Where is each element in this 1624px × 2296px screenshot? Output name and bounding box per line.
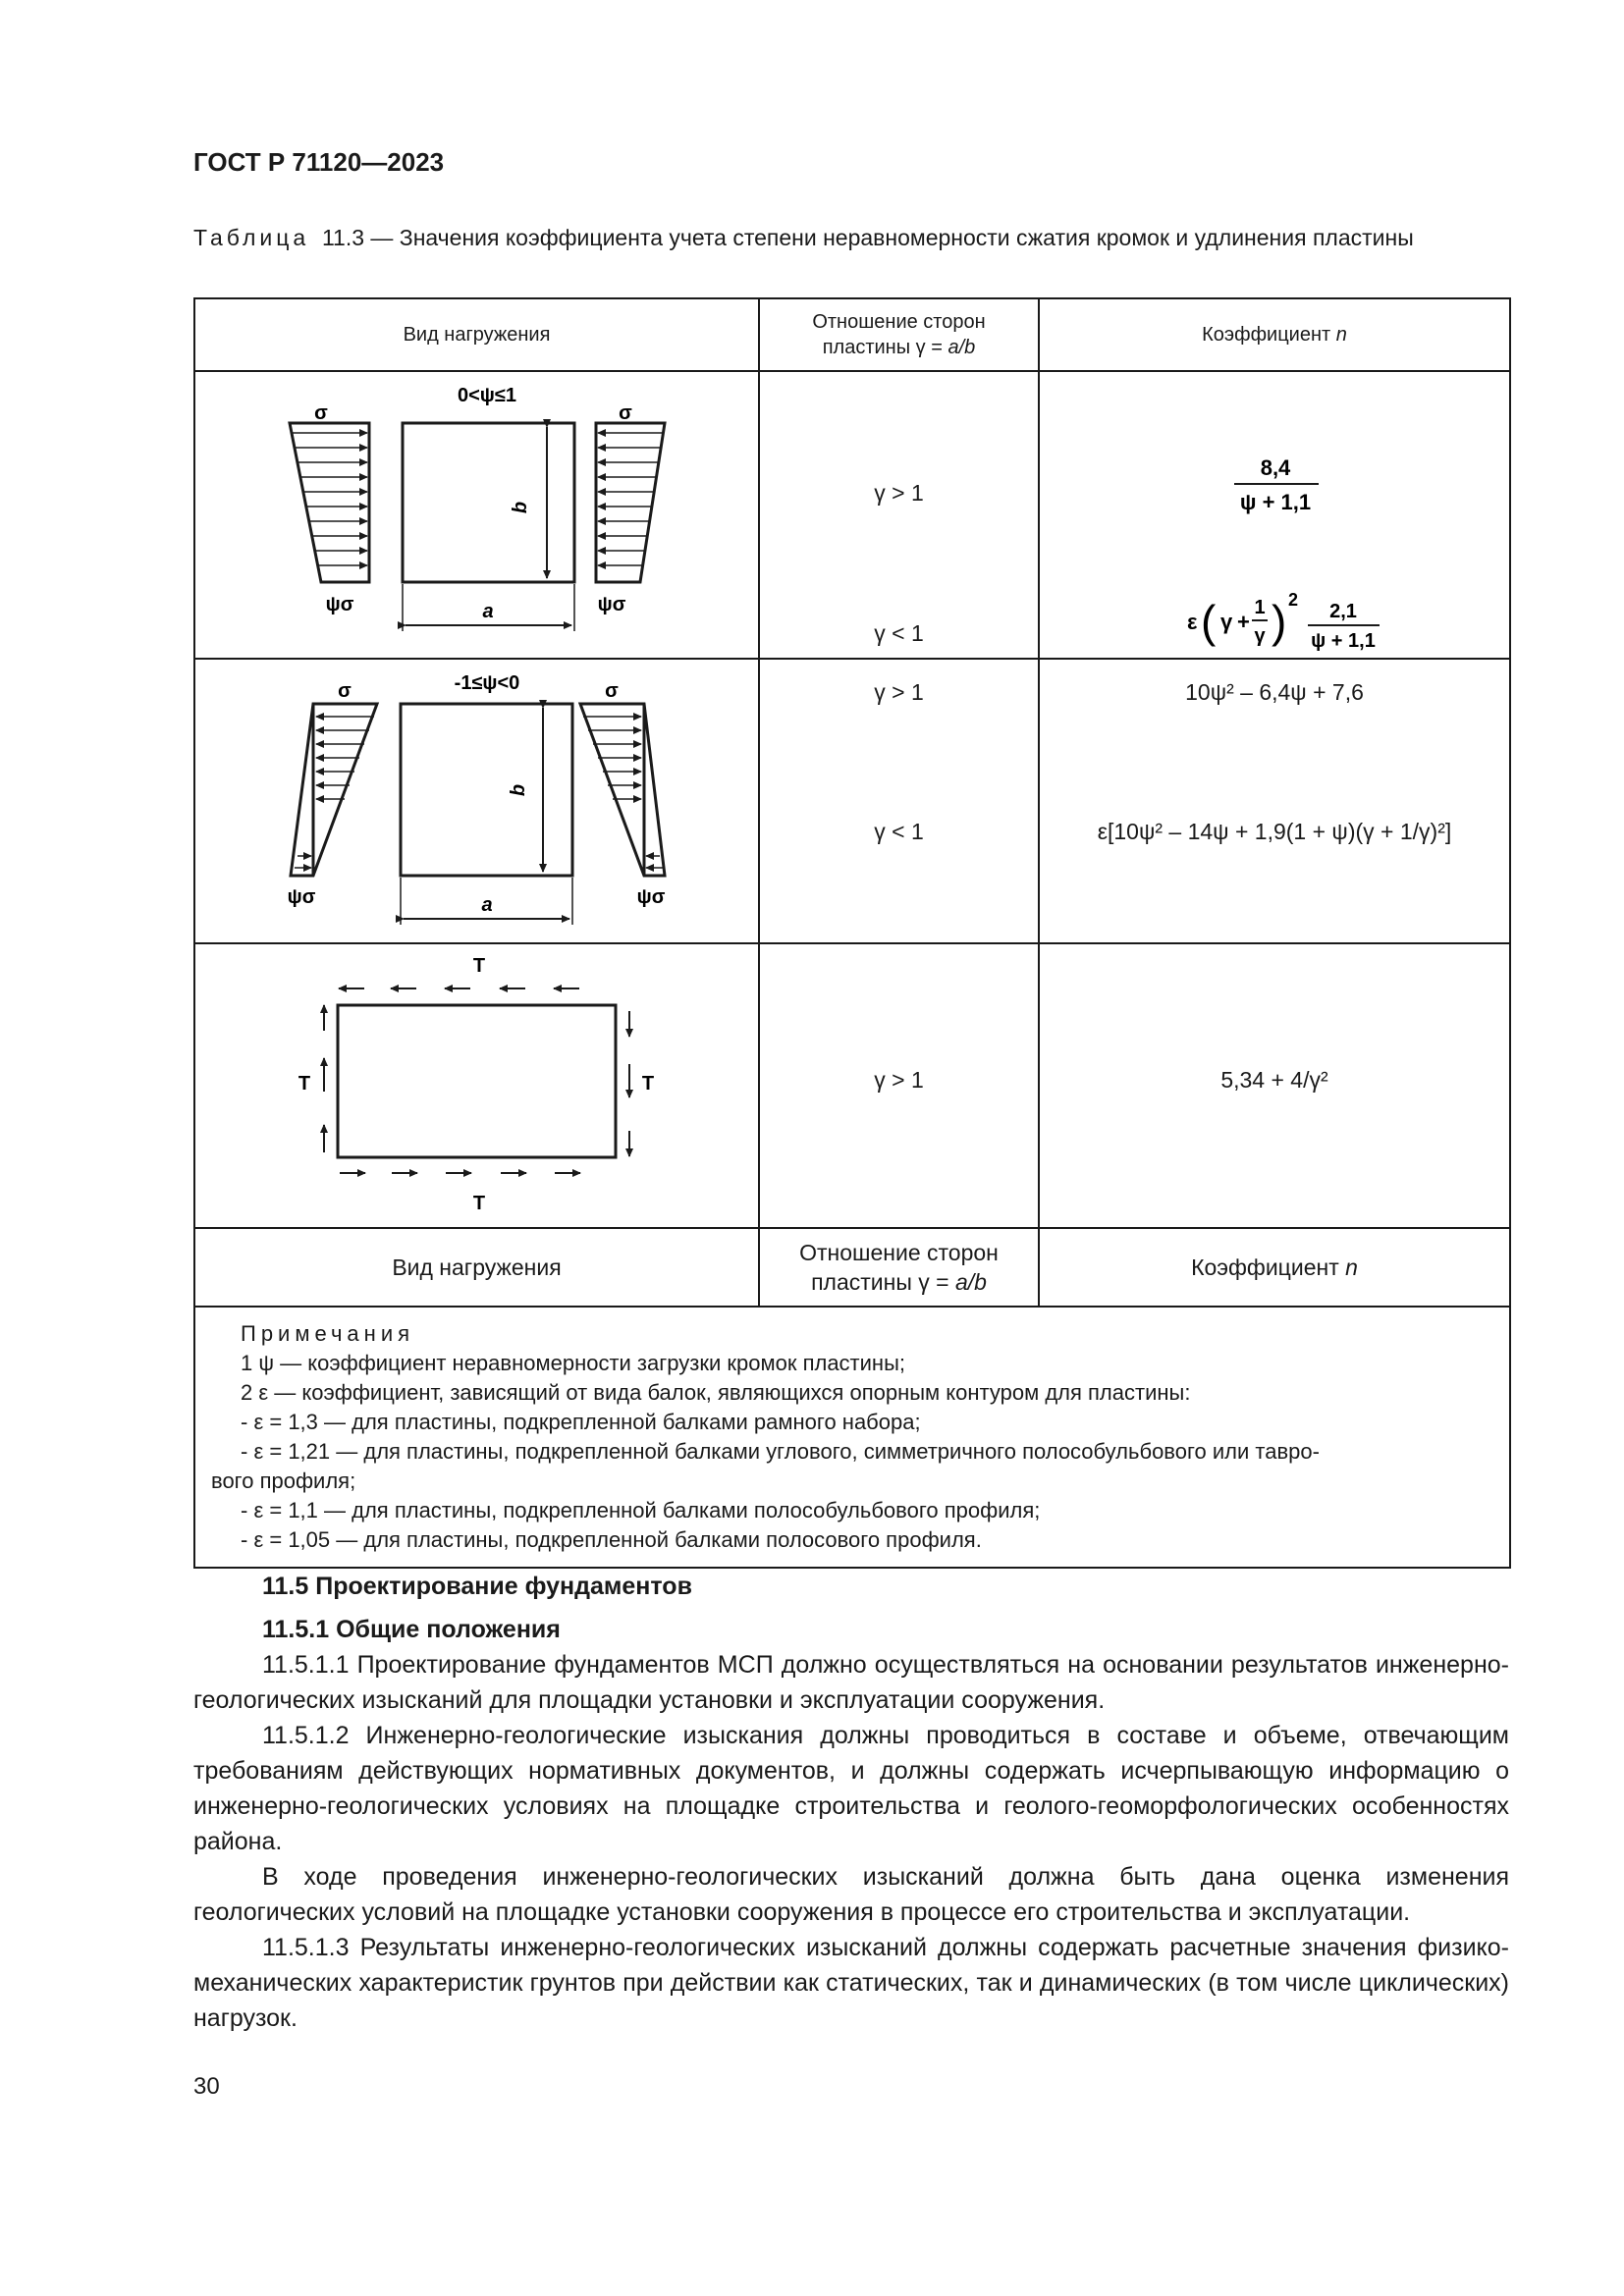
table-notes — [194, 1307, 1510, 1568]
ratio-value: γ > 1 — [874, 1067, 924, 1093]
load-diagram-cell — [194, 371, 759, 659]
note-item: 1 ψ — коэффициент неравномерности загрузки кромок пластины; — [241, 1351, 905, 1375]
ratio-value: γ < 1 — [874, 620, 924, 646]
stress-arrows-right — [583, 717, 663, 868]
sigma-label-left: σ — [314, 402, 328, 424]
shear-label-right: T — [641, 1073, 655, 1095]
paragraph: 11.5.1.3 Результаты инженерно-геологических изысканий должны содержать расчетные значения физико-механических характеристик грунтов при действии как статических, так и динамических (в том числе циклических) нагрузок. — [193, 1934, 1509, 2032]
paragraph: 11.5.1.1 Проектирование фундаментов МСП должно осуществляться на основании результатов инженерно-геологических изысканий для площадки установки и эксплуатации сооружения. — [193, 1651, 1509, 1714]
note-bullet-cont: вого профиля; — [211, 1468, 356, 1493]
shear-diagram — [195, 944, 760, 1222]
table-notes-row — [194, 1307, 1510, 1568]
header-load-type: Вид нагружения — [194, 298, 759, 371]
subsection-heading: 11.5.1 Общие положения — [262, 1616, 561, 1643]
ratio-value: γ > 1 — [874, 480, 924, 506]
formula-gamma: γ — [1220, 610, 1233, 634]
section-heading: 11.5 Проектирование фундаментов — [262, 1573, 692, 1600]
plate-rect — [403, 423, 574, 582]
table-row — [194, 943, 1510, 1228]
formula-value: 5,34 + 4/γ² — [1220, 1067, 1328, 1093]
header-coefficient — [1039, 298, 1510, 371]
section-body — [193, 1569, 1509, 2036]
document-header: ГОСТ Р 71120—2023 — [193, 147, 445, 177]
table-caption — [193, 224, 1509, 252]
page-number: 30 — [193, 2073, 220, 2100]
table-footer-header-row — [194, 1228, 1510, 1307]
paren-open: ( — [1201, 596, 1217, 647]
header-coef-label: Коэффициент — [1191, 1255, 1339, 1280]
formula-value: 10ψ² – 6,4ψ + 7,6 — [1185, 679, 1364, 705]
dim-a-label: a — [481, 894, 493, 916]
sigma-label-right: σ — [605, 680, 619, 702]
header-coef-n: n — [1335, 324, 1347, 346]
formula-plus: + — [1237, 610, 1250, 634]
formula-numerator-2: 2,1 — [1329, 601, 1357, 622]
header-ratio — [759, 298, 1039, 371]
formula-denominator-2: ψ + 1,1 — [1311, 630, 1376, 652]
note-bullet: - ε = 1,05 — для пластины, подкрепленной балками полосового профиля. — [241, 1527, 982, 1552]
stress-arrows-left — [292, 433, 367, 565]
note-bullet: - ε = 1,1 — для пластины, подкрепленной балками полособульбового профиля; — [241, 1498, 1041, 1522]
ratio-cell — [759, 943, 1039, 1228]
coefficient-cell — [1039, 371, 1510, 659]
shear-label-left: T — [298, 1073, 311, 1095]
coefficient-cell — [1039, 943, 1510, 1228]
dim-b-label: b — [508, 783, 529, 797]
paren-close: ) — [1272, 596, 1287, 647]
psi-range-label: -1≤ψ<0 — [454, 672, 520, 694]
header-load-type: Вид нагружения — [194, 1228, 759, 1307]
table-row — [194, 659, 1510, 943]
header-coef-label: Коэффициент — [1202, 324, 1331, 346]
ratio-value: γ < 1 — [874, 819, 924, 844]
coefficient-table — [193, 297, 1511, 1569]
psisigma-label-left: ψσ — [325, 594, 354, 615]
plate-rect — [401, 704, 572, 876]
notes-title: Примечания — [241, 1321, 415, 1346]
ratio-cell — [759, 371, 1039, 659]
formula-value: ε[10ψ² – 14ψ + 1,9(1 + ψ)(γ + 1/γ)²] — [1097, 819, 1452, 844]
header-ratio-line2: пластины γ = — [822, 337, 943, 358]
formula-epsilon: ε — [1187, 610, 1198, 634]
header-ratio — [759, 1228, 1039, 1307]
coefficient-cell — [1039, 659, 1510, 943]
dim-a-label: a — [482, 601, 494, 622]
stress-arrows-left — [295, 717, 374, 868]
shear-label-top: T — [472, 955, 486, 977]
header-ratio-ab: a/b — [954, 1269, 987, 1295]
formula-gamma-den: γ — [1254, 625, 1266, 647]
ratio-value: γ > 1 — [874, 679, 924, 705]
table-caption-word: Таблица — [193, 225, 310, 250]
paragraph: 11.5.1.2 Инженерно-геологические изыскания должны проводиться в составе и объеме, отвечающим требованиям действующих нормативных документов, и должны содержать исчерпывающую информацию о инженерно-геологических условиях на площадке строительства и геолого-геоморфологических особенностях района. — [193, 1722, 1509, 1855]
table-caption-text: 11.3 — Значения коэффициента учета степени неравномерности сжатия кромок и удлинения пластины — [321, 225, 1414, 250]
psisigma-label-left: ψσ — [287, 886, 316, 908]
psisigma-label-right: ψσ — [636, 886, 666, 908]
formula-one: 1 — [1254, 597, 1266, 618]
compression-diagram-2 — [195, 660, 760, 937]
header-ratio-line2: пластины γ = — [811, 1269, 949, 1295]
shear-label-bottom: T — [472, 1193, 486, 1214]
load-diagram-cell — [194, 659, 759, 943]
note-bullet: - ε = 1,3 — для пластины, подкрепленной балками рамного набора; — [241, 1410, 921, 1434]
sigma-label-right: σ — [619, 402, 632, 424]
header-ratio-ab: a/b — [947, 337, 976, 358]
load-diagram-cell — [194, 943, 759, 1228]
dim-b-label: b — [510, 501, 531, 514]
header-coefficient — [1039, 1228, 1510, 1307]
note-item: 2 ε — коэффициент, зависящий от вида балок, являющихся опорным контуром для пластины: — [241, 1380, 1191, 1405]
table-row — [194, 371, 1510, 659]
table-header-row — [194, 298, 1510, 371]
note-bullet: - ε = 1,21 — для пластины, подкрепленной балками углового, симметричного полособульбового или тавро- — [241, 1439, 1320, 1464]
header-ratio-line1: Отношение сторон — [812, 311, 986, 333]
formula-numerator: 8,4 — [1260, 455, 1291, 480]
header-ratio-line1: Отношение сторон — [799, 1240, 999, 1265]
formula-exponent: 2 — [1288, 590, 1299, 610]
ratio-cell — [759, 659, 1039, 943]
psi-range-label: 0<ψ≤1 — [458, 385, 516, 406]
formula-denominator: ψ + 1,1 — [1239, 490, 1312, 514]
paragraph: В ходе проведения инженерно-геологических изысканий должна быть дана оценка изменения геологических условий на площадке установки сооружения в процессе его строительства и эксплуатации. — [193, 1863, 1509, 1926]
psisigma-label-right: ψσ — [597, 594, 626, 615]
sigma-label-left: σ — [338, 680, 352, 702]
plate-rect — [338, 1005, 616, 1157]
header-coef-n: n — [1345, 1255, 1358, 1280]
compression-diagram-1 — [195, 372, 760, 653]
coefficient-formulas-1 — [1040, 372, 1511, 653]
